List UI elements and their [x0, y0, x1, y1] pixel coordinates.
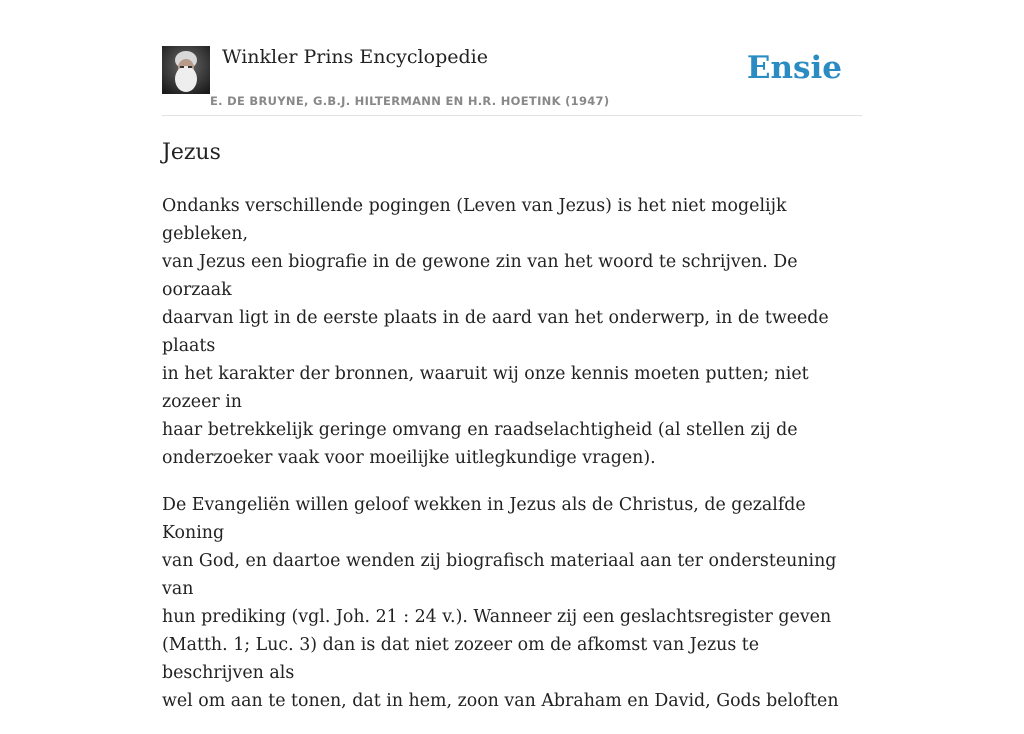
source-title[interactable]: Winkler Prins Encyclopedie — [222, 46, 488, 68]
ensie-logo[interactable]: Ensie — [746, 50, 842, 86]
source-header — [162, 46, 862, 116]
article-paragraph: De Evangeliën willen geloof wekken in Jezus als de Christus, de gezalfde Koning van God, en daartoe wenden zij biografisch materiaal aan ter ondersteuning van hun prediking (vgl. Joh. 21 : 24 v.). Wanneer zij een geslachtsregister geven (Matth. 1; Luc. 3) dan is dat niet zozeer om de afkomst van Jezus te beschrijven als wel om aan te tonen, dat in hem, zoon van Abraham en David, Gods beloften — [162, 495, 839, 711]
author-avatar[interactable] — [162, 46, 210, 94]
article-title: Jezus — [162, 140, 221, 165]
author-portrait-icon — [162, 46, 210, 94]
author-byline: E. DE BRUYNE, G.B.J. HILTERMANN EN H.R. HOETINK (1947) — [210, 94, 610, 108]
article-paragraph: Ondanks verschillende pogingen (Leven van Jezus) is het niet mogelijk gebleken, van Jezus een biografie in de gewone zin van het woord te schrijven. De oorzaak daarvan ligt in de eerste plaats in de aard van het onderwerp, in de tweede plaats in het karakter der bronnen, waaruit wij onze kennis moeten putten; niet zozeer in haar betrekkelijk geringe omvang en raadselachtigheid (al stellen zij de onderzoeker vaak voor moeilijke uitlegkundige vragen). — [162, 196, 829, 468]
article-body — [162, 192, 862, 734]
